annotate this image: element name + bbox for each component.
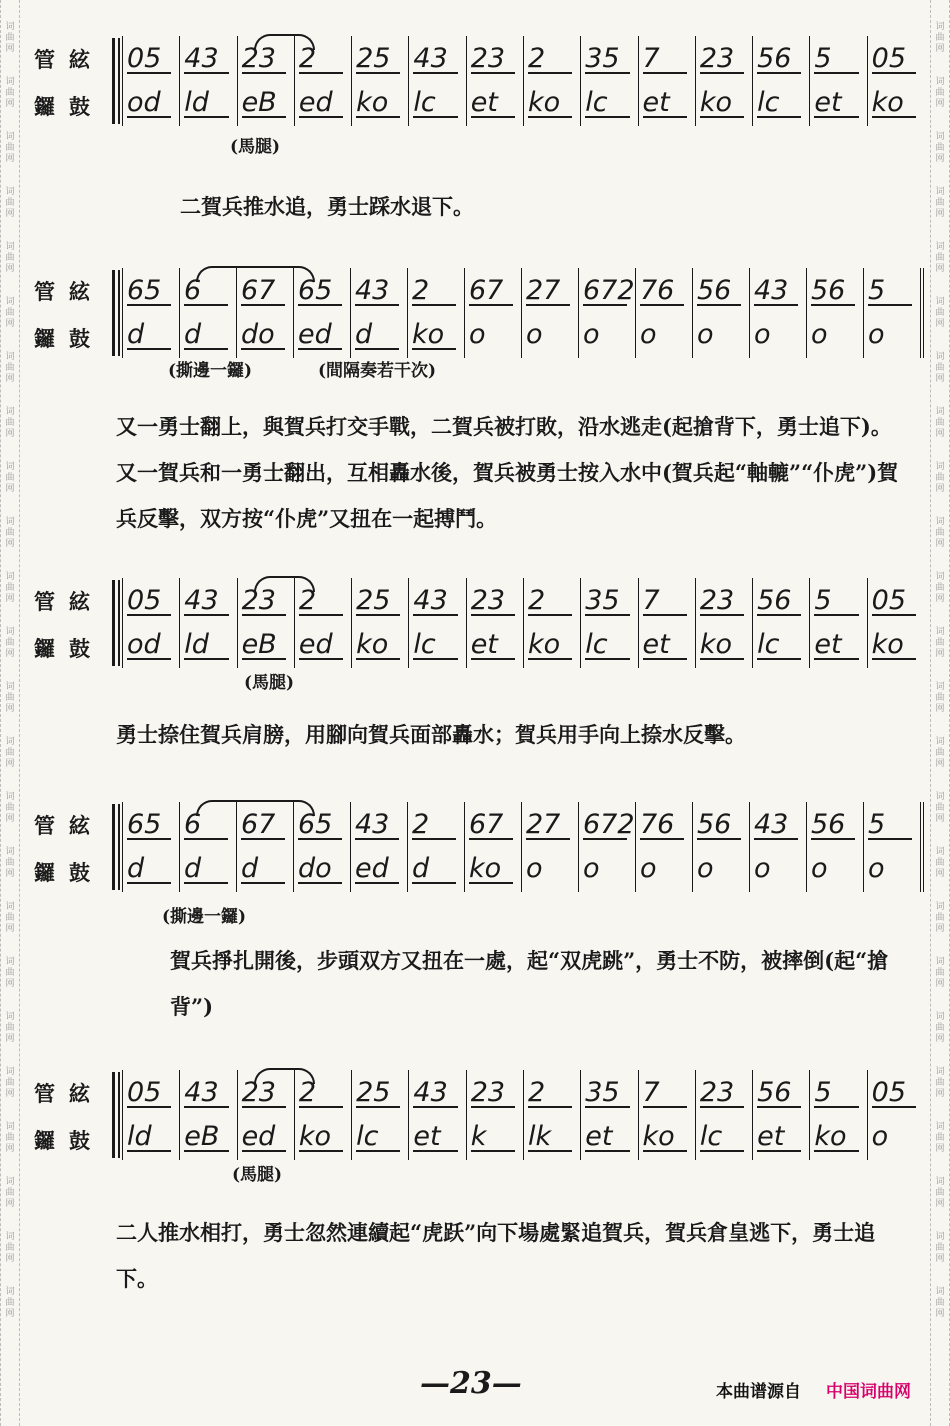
measure	[750, 268, 807, 358]
percussion-notes: ko	[528, 88, 578, 118]
percussion-notes: ld	[184, 630, 234, 660]
melody-notes: 6	[184, 810, 234, 840]
measure	[524, 578, 581, 668]
melody-notes: 672	[583, 809, 635, 840]
melody-notes: 67	[469, 276, 519, 306]
melody-notes: 43	[184, 44, 234, 74]
stage-direction-text: 二人推水相打，勇士忽然連續起“虎跃”向下場處緊追賀兵，賀兵倉皇逃下，勇士追下。	[116, 1220, 876, 1291]
watermark-text: 词 曲 网	[5, 77, 15, 109]
watermark-text: 词 曲 网	[935, 517, 945, 549]
measure	[753, 578, 810, 668]
melody-notes: 2	[299, 586, 349, 616]
melody-notes: 67	[241, 276, 291, 306]
melody-notes: 05	[127, 586, 177, 616]
watermark-text: 词 曲 网	[935, 187, 945, 219]
measure	[753, 1070, 810, 1160]
percussion-notes: ld	[127, 1122, 177, 1152]
melody-notes: 7	[643, 44, 693, 74]
melody-notes: 43	[413, 586, 463, 616]
watermark-text: 词 曲 网	[935, 352, 945, 384]
percussion-notes: eB	[184, 1122, 234, 1152]
measure	[467, 1070, 524, 1160]
watermark-text: 词 曲 网	[935, 1287, 945, 1319]
percussion-notes: d	[127, 854, 177, 884]
measure	[581, 1070, 638, 1160]
percussion-notes: o	[526, 319, 543, 350]
measure	[696, 36, 753, 126]
watermark-text: 词 曲 网	[935, 407, 945, 439]
watermark-text: 词 曲 网	[5, 957, 15, 989]
watermark-text: 词 曲 网	[5, 352, 15, 384]
percussion-notes: et	[757, 1122, 807, 1152]
percussion-notes: do	[241, 320, 291, 350]
percussion-notes: et	[814, 630, 864, 660]
score-system	[26, 1070, 924, 1170]
measure	[639, 36, 696, 126]
watermark-text: 词 曲 网	[935, 22, 945, 54]
system-bracket	[112, 804, 120, 890]
melody-notes: 35	[585, 1078, 635, 1108]
percussion-notes: ko	[700, 630, 750, 660]
instrument-label-percussion: 鑼鼓	[34, 1128, 104, 1153]
percussion-cue-label: (馬腿)	[230, 137, 281, 157]
percussion-notes: d	[127, 320, 177, 350]
percussion-notes: et	[471, 88, 521, 118]
measure	[465, 268, 522, 358]
measure	[123, 578, 180, 668]
measure	[807, 802, 864, 892]
page-number: —23—	[420, 1366, 522, 1401]
melody-notes: 23	[242, 586, 292, 616]
measure	[868, 578, 924, 668]
measure	[408, 268, 465, 358]
melody-notes: 25	[356, 1078, 406, 1108]
percussion-notes: o	[526, 853, 543, 884]
melody-notes: 6	[184, 276, 234, 306]
measure	[810, 1070, 867, 1160]
melody-notes: 5	[868, 276, 918, 306]
melody-notes: 56	[811, 276, 861, 306]
measure	[579, 802, 636, 892]
melody-notes: 5	[814, 586, 864, 616]
percussion-notes: o	[640, 853, 657, 884]
measure	[123, 36, 180, 126]
measure	[409, 578, 466, 668]
watermark-text: 词 曲 网	[5, 22, 15, 54]
percussion-notes: o	[871, 1121, 889, 1152]
measure	[352, 36, 409, 126]
percussion-cue-label: (馬腿)	[232, 1165, 283, 1185]
system-bracket	[112, 580, 120, 666]
melody-notes: 23	[700, 586, 750, 616]
measure	[123, 1070, 180, 1160]
percussion-notes: et	[643, 630, 693, 660]
percussion-notes: o	[754, 319, 771, 350]
watermark-text: 词 曲 网	[935, 957, 945, 989]
melody-notes: 56	[757, 44, 807, 74]
melody-notes: 25	[356, 586, 406, 616]
score-system	[26, 802, 924, 902]
percussion-notes: o	[697, 319, 714, 350]
percussion-notes: ed	[299, 630, 349, 660]
percussion-notes: ed	[355, 854, 405, 884]
percussion-notes: d	[184, 320, 234, 350]
percussion-notes: et	[471, 630, 521, 660]
measure	[522, 268, 579, 358]
melody-notes: 5	[814, 1078, 864, 1108]
melody-notes: 43	[413, 1078, 463, 1108]
percussion-notes: ko	[643, 1122, 693, 1152]
percussion-notes: o	[469, 319, 486, 350]
measure	[807, 268, 864, 358]
percussion-notes: et	[585, 1122, 635, 1152]
tie-arc	[196, 266, 315, 282]
percussion-notes: k	[471, 1122, 521, 1152]
watermark-text: 词 曲 网	[935, 792, 945, 824]
percussion-cue-label: (間隔奏若干次)	[318, 361, 437, 381]
measure	[579, 268, 636, 358]
watermark-text: 词 曲 网	[5, 737, 15, 769]
measure	[581, 36, 638, 126]
percussion-notes: et	[413, 1122, 463, 1152]
score-system	[26, 36, 924, 136]
percussion-notes: o	[811, 319, 828, 350]
melody-notes: 65	[298, 810, 348, 840]
measure	[180, 1070, 237, 1160]
melody-notes: 56	[757, 586, 807, 616]
percussion-notes: o	[697, 853, 714, 884]
watermark-text: 词 曲 网	[935, 77, 945, 109]
percussion-notes: ko	[469, 854, 519, 884]
measure	[864, 802, 920, 892]
melody-notes: 23	[242, 1078, 292, 1108]
watermark-text: 词 曲 网	[935, 1012, 945, 1044]
measure	[408, 802, 465, 892]
measure	[467, 578, 524, 668]
melody-notes: 23	[471, 44, 521, 74]
measure-row	[122, 578, 924, 668]
melody-notes: 23	[471, 586, 521, 616]
measure-row	[122, 1070, 924, 1160]
tie-arc	[254, 1068, 315, 1084]
melody-notes: 05	[127, 1078, 177, 1108]
melody-notes: 05	[872, 586, 922, 616]
melody-notes: 65	[127, 810, 177, 840]
stage-direction-text: 二賀兵推水追，勇士踩水退下。	[180, 194, 474, 219]
instrument-label-percussion: 鑼鼓	[34, 860, 104, 885]
percussion-notes: et	[643, 88, 693, 118]
percussion-notes: ed	[242, 1122, 292, 1152]
melody-notes: 23	[700, 1078, 750, 1108]
melody-notes: 43	[184, 1078, 234, 1108]
tie-arc	[254, 576, 315, 592]
melody-notes: 43	[184, 586, 234, 616]
stage-direction-text: 又一勇士翻上，與賀兵打交手戰，二賀兵被打敗，沿水逃走(起搶背下，勇士追下)。又一賀兵和一勇士翻出，互相轟水後，賀兵被勇士按入水中(賀兵起“軸轆”“仆虎”)賀兵反擊，双方按“仆虎”又扭在一起搏鬥。	[116, 414, 899, 531]
percussion-notes: o	[583, 319, 600, 350]
percussion-notes: ko	[700, 88, 750, 118]
instrument-label-strings: 管絃	[34, 47, 104, 72]
melody-notes: 7	[643, 586, 693, 616]
percussion-notes: lc	[700, 1122, 750, 1152]
measure	[810, 36, 867, 126]
melody-notes: 2	[528, 586, 578, 616]
measure	[522, 802, 579, 892]
instrument-label-percussion: 鑼鼓	[34, 636, 104, 661]
measure	[581, 578, 638, 668]
watermark-text: 词 曲 网	[5, 517, 15, 549]
percussion-cue-label: (馬腿)	[244, 673, 295, 693]
measure	[753, 36, 810, 126]
system-bracket	[112, 270, 120, 356]
watermark-text: 词 曲 网	[5, 682, 15, 714]
melody-notes: 65	[127, 276, 177, 306]
watermark-text: 词 曲 网	[5, 902, 15, 934]
measure	[351, 268, 408, 358]
melody-notes: 67	[241, 810, 291, 840]
watermark-text: 词 曲 网	[5, 1067, 15, 1099]
watermark-text: 词 曲 网	[5, 1287, 15, 1319]
melody-notes: 67	[469, 810, 519, 840]
instrument-label-strings: 管絃	[34, 813, 104, 838]
watermark-text: 词 曲 网	[935, 737, 945, 769]
measure	[868, 1070, 924, 1160]
percussion-notes: ko	[872, 88, 922, 118]
melody-notes: 2	[299, 1078, 349, 1108]
watermark-text: 词 曲 网	[935, 1177, 945, 1209]
watermark-text: 词 曲 网	[5, 792, 15, 824]
melody-notes: 23	[471, 1078, 521, 1108]
system-bracket	[112, 1072, 120, 1158]
watermark-text: 词 曲 网	[935, 627, 945, 659]
watermark-text: 词 曲 网	[935, 902, 945, 934]
melody-notes: 7	[643, 1078, 693, 1108]
melody-notes: 5	[868, 810, 918, 840]
measure	[409, 1070, 466, 1160]
melody-notes: 65	[298, 276, 348, 306]
percussion-notes: lc	[356, 1122, 406, 1152]
watermark-text: 词 曲 网	[935, 132, 945, 164]
percussion-notes: eB	[242, 88, 292, 118]
melody-notes: 56	[757, 1078, 807, 1108]
measure	[693, 268, 750, 358]
measure	[352, 1070, 409, 1160]
percussion-notes: o	[754, 853, 771, 884]
percussion-notes: ko	[872, 630, 922, 660]
watermark-text: 词 曲 网	[935, 297, 945, 329]
percussion-notes: ko	[299, 1122, 349, 1152]
percussion-cue-label: (撕邊一鑼)	[168, 361, 253, 381]
score-system	[26, 578, 924, 678]
watermark-text: 词 曲 网	[5, 407, 15, 439]
instrument-label-strings: 管絃	[34, 589, 104, 614]
watermark-text: 词 曲 网	[935, 847, 945, 879]
watermark-text: 词 曲 网	[5, 297, 15, 329]
measure	[351, 802, 408, 892]
percussion-notes: o	[583, 853, 600, 884]
footer-source-text: 本曲谱源自	[716, 1382, 801, 1402]
percussion-notes: lc	[585, 88, 635, 118]
percussion-notes: d	[412, 854, 462, 884]
percussion-notes: ko	[528, 630, 578, 660]
melody-notes: 25	[356, 44, 406, 74]
percussion-notes: lc	[413, 630, 463, 660]
watermark-text: 词 曲 网	[935, 1067, 945, 1099]
melody-notes: 76	[640, 276, 690, 306]
watermark-text: 词 曲 网	[935, 462, 945, 494]
melody-notes: 56	[697, 276, 747, 306]
watermark-text: 词 曲 网	[5, 1232, 15, 1264]
measure	[693, 802, 750, 892]
measure	[524, 1070, 581, 1160]
percussion-notes: d	[184, 854, 234, 884]
percussion-notes: d	[241, 854, 291, 884]
melody-notes: 35	[585, 586, 635, 616]
melody-notes: 05	[127, 44, 177, 74]
percussion-notes: o	[640, 319, 657, 350]
right-watermark-strip	[930, 0, 950, 1426]
measure	[750, 802, 807, 892]
percussion-notes: od	[127, 88, 177, 118]
melody-notes: 2	[528, 1078, 578, 1108]
percussion-notes: od	[127, 630, 177, 660]
watermark-text: 词 曲 网	[935, 242, 945, 274]
percussion-notes: o	[868, 319, 885, 350]
measure	[810, 578, 867, 668]
melody-notes: 2	[412, 276, 462, 306]
percussion-notes: lk	[528, 1122, 578, 1152]
measure	[639, 578, 696, 668]
tie-arc	[196, 800, 315, 816]
instrument-label-percussion: 鑼鼓	[34, 94, 104, 119]
percussion-notes: o	[811, 853, 828, 884]
percussion-notes: ld	[184, 88, 234, 118]
watermark-text: 词 曲 网	[5, 1177, 15, 1209]
percussion-notes: eB	[242, 630, 292, 660]
melody-notes: 43	[413, 44, 463, 74]
measure	[352, 578, 409, 668]
system-bracket	[112, 38, 120, 124]
measure	[864, 268, 920, 358]
measure	[639, 1070, 696, 1160]
melody-notes: 43	[754, 810, 804, 840]
melody-notes: 35	[585, 44, 635, 74]
watermark-text: 词 曲 网	[935, 1122, 945, 1154]
watermark-text: 词 曲 网	[5, 242, 15, 274]
melody-notes: 672	[583, 275, 635, 306]
watermark-text: 词 曲 网	[935, 682, 945, 714]
stage-direction-text: 勇士捺住賀兵肩膀，用腳向賀兵面部轟水；賀兵用手向上捺水反擊。	[116, 722, 746, 747]
measure-row	[122, 36, 924, 126]
melody-notes: 23	[700, 44, 750, 74]
instrument-label-percussion: 鑼鼓	[34, 326, 104, 351]
percussion-notes: lc	[585, 630, 635, 660]
percussion-notes: ed	[299, 88, 349, 118]
instrument-label-strings: 管絃	[34, 1081, 104, 1106]
melody-notes: 43	[355, 810, 405, 840]
melody-notes: 2	[412, 810, 462, 840]
melody-notes: 56	[697, 810, 747, 840]
measure	[696, 578, 753, 668]
measure	[868, 36, 924, 126]
measure	[524, 36, 581, 126]
measure	[180, 36, 237, 126]
percussion-notes: o	[868, 853, 885, 884]
measure	[696, 1070, 753, 1160]
melody-notes: 27	[526, 276, 576, 306]
percussion-cue-label: (撕邊一鑼)	[162, 907, 247, 927]
tie-arc	[254, 34, 315, 50]
watermark-text: 词 曲 网	[5, 847, 15, 879]
melody-notes: 43	[754, 276, 804, 306]
watermark-text: 词 曲 网	[5, 627, 15, 659]
percussion-notes: ko	[412, 320, 462, 350]
melody-notes: 56	[811, 810, 861, 840]
percussion-notes: et	[814, 88, 864, 118]
watermark-text: 词 曲 网	[5, 187, 15, 219]
percussion-notes: lc	[757, 630, 807, 660]
watermark-text: 词 曲 网	[5, 132, 15, 164]
percussion-notes: lc	[757, 88, 807, 118]
measure	[123, 802, 180, 892]
watermark-text: 词 曲 网	[5, 1122, 15, 1154]
melody-notes: 05	[872, 44, 922, 74]
percussion-notes: do	[298, 854, 348, 884]
melody-notes: 2	[299, 44, 349, 74]
percussion-notes: ko	[356, 88, 406, 118]
melody-notes: 43	[355, 276, 405, 306]
watermark-text: 词 曲 网	[935, 572, 945, 604]
melody-notes: 27	[526, 810, 576, 840]
percussion-notes: d	[355, 320, 405, 350]
percussion-notes: ko	[356, 630, 406, 660]
melody-notes: 23	[242, 44, 292, 74]
percussion-notes: lc	[413, 88, 463, 118]
watermark-text: 词 曲 网	[935, 1232, 945, 1264]
measure	[180, 578, 237, 668]
watermark-text: 词 曲 网	[5, 572, 15, 604]
melody-notes: 2	[528, 44, 578, 74]
measure	[636, 268, 693, 358]
watermark-text: 词 曲 网	[5, 1012, 15, 1044]
percussion-notes: ko	[814, 1122, 864, 1152]
measure	[465, 802, 522, 892]
measure	[467, 36, 524, 126]
melody-notes: 5	[814, 44, 864, 74]
instrument-label-strings: 管絃	[34, 279, 104, 304]
measure	[636, 802, 693, 892]
left-watermark-strip	[0, 0, 20, 1426]
watermark-text: 词 曲 网	[5, 462, 15, 494]
melody-notes: 05	[872, 1078, 922, 1108]
score-system	[26, 268, 924, 368]
measure	[409, 36, 466, 126]
footer-brand-link[interactable]: 中国词曲网	[826, 1382, 911, 1402]
percussion-notes: ed	[298, 320, 348, 350]
melody-notes: 76	[640, 810, 690, 840]
stage-direction-text: 賀兵掙扎開後，步頭双方又扭在一處，起“双虎跳”，勇士不防，被摔倒(起“搶背”)	[170, 948, 889, 1019]
measure	[123, 268, 180, 358]
